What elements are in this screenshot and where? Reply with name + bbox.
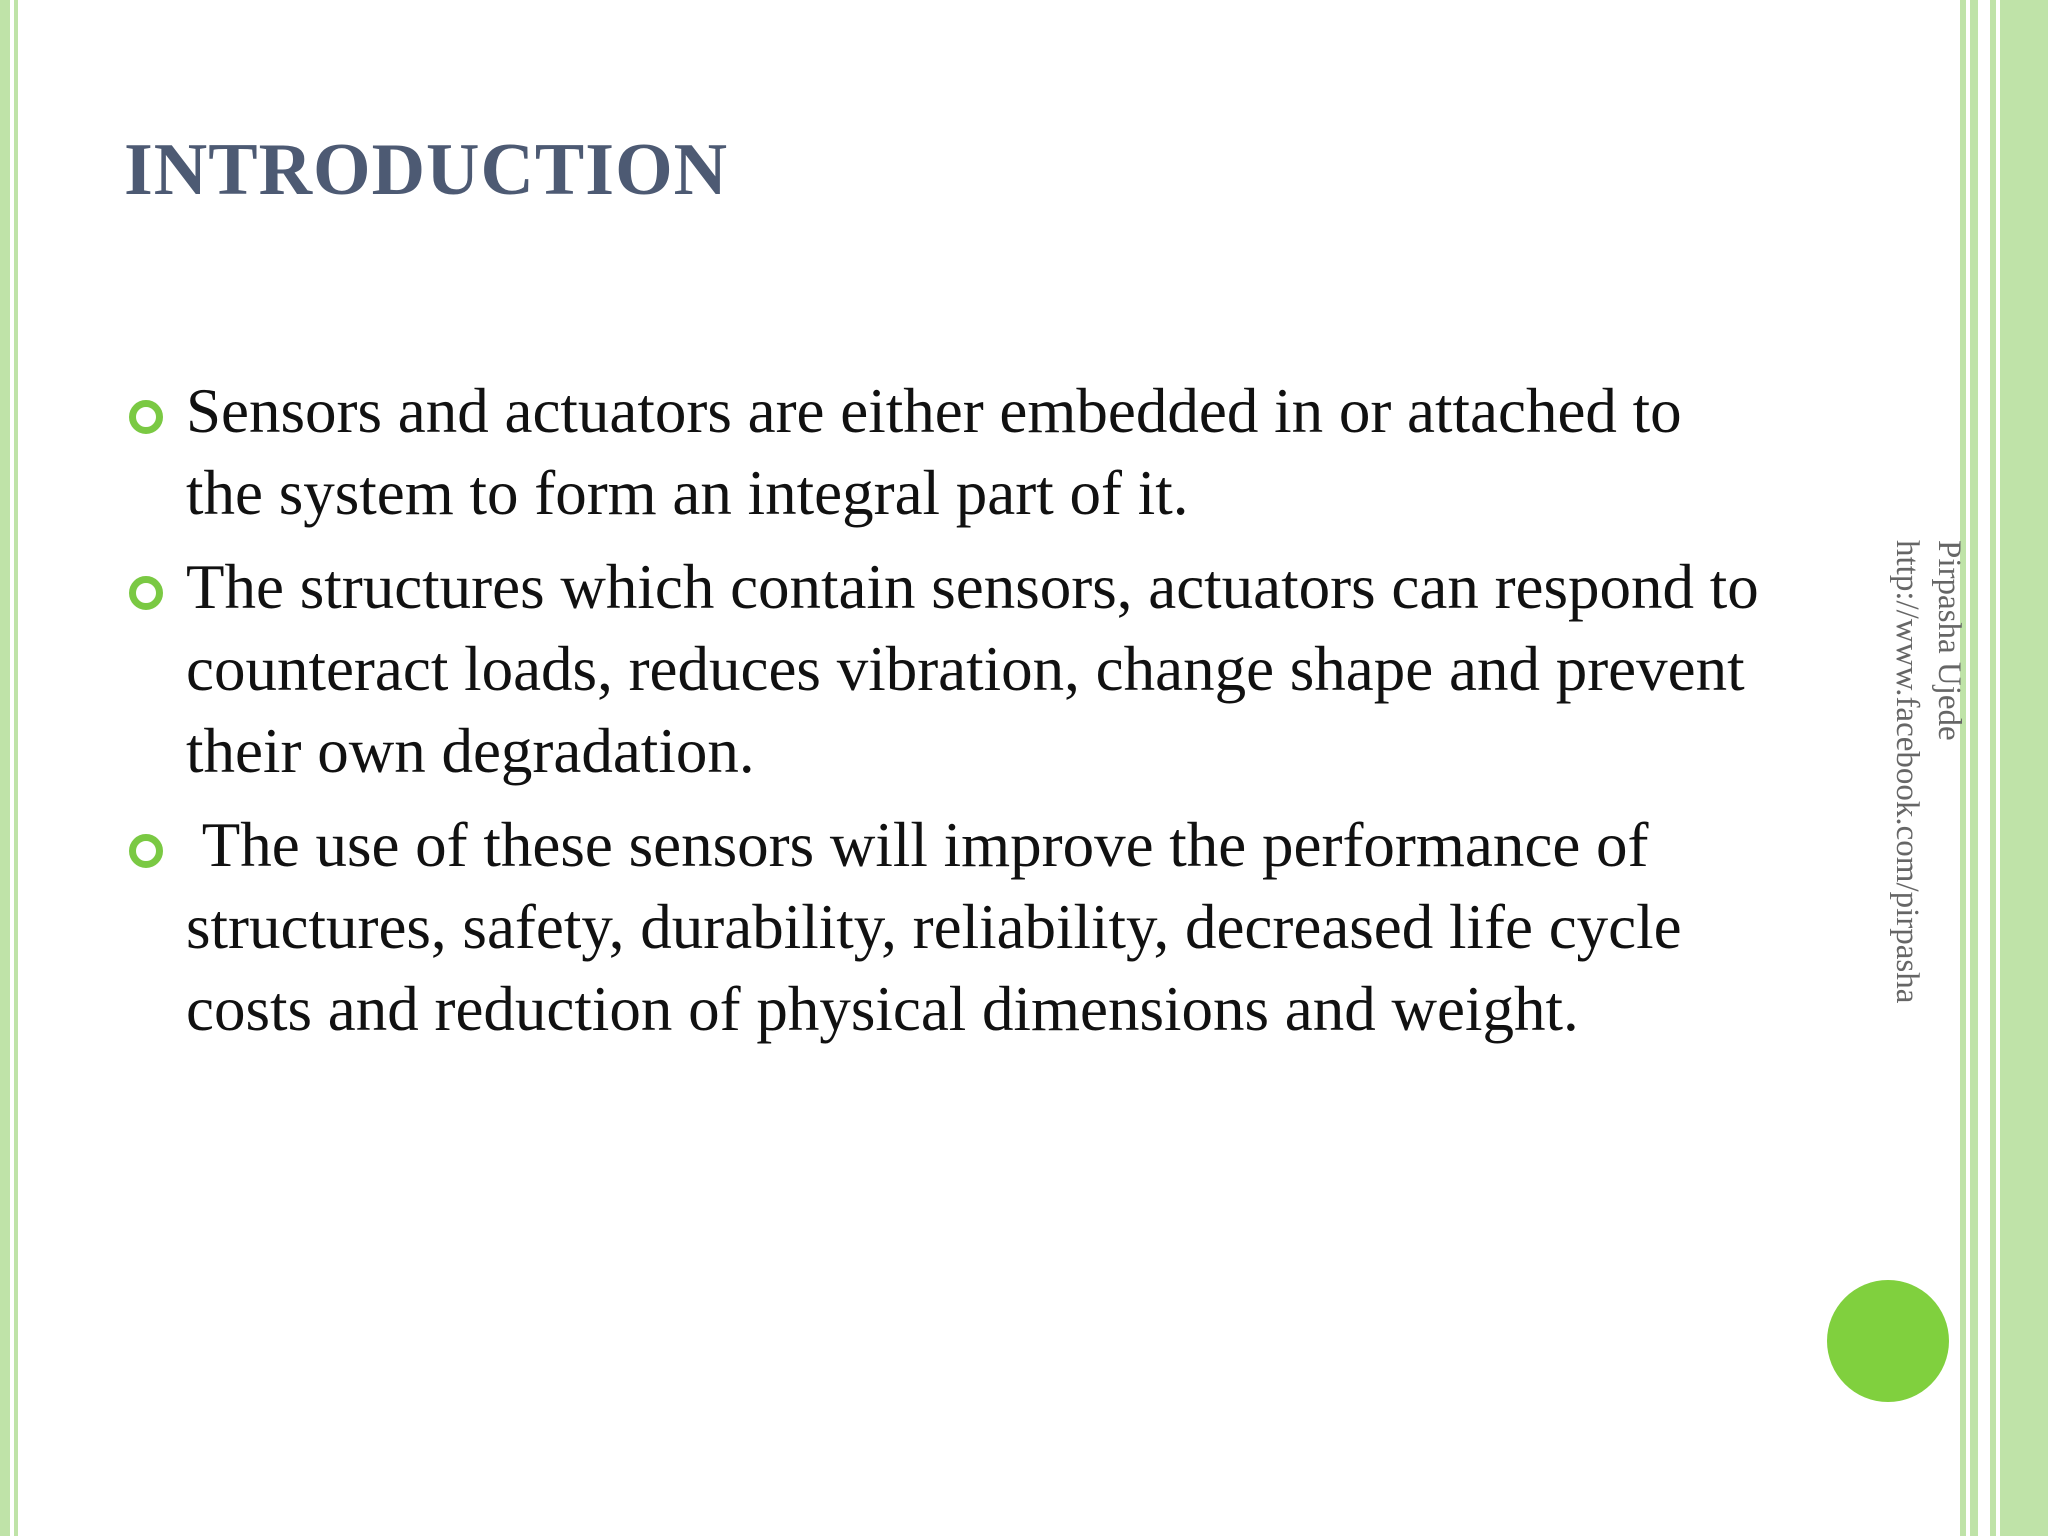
right-band-decoration (1960, 0, 2048, 1536)
ring-bullet-icon (129, 576, 163, 610)
bullet-text: The use of these sensors will improve the performance of structures, safety, durability, reliability, decreased life cycle costs and reduction of physical dimensions and weight. (186, 810, 1698, 1044)
ring-bullet-icon (129, 834, 163, 868)
slide-title: INTRODUCTION (124, 129, 729, 211)
attribution-url: http://www.facebook.com/pirpasha (1889, 540, 1925, 1004)
green-circle-decoration (1827, 1280, 1949, 1402)
vertical-attribution (1880, 540, 1970, 1100)
ring-bullet-icon (129, 400, 163, 434)
bullet-item-1 (124, 370, 1764, 534)
bullet-list (124, 370, 1764, 1062)
bullet-item-3 (124, 804, 1764, 1050)
bullet-text: The structures which contain sensors, actuators can respond to counteract loads, reduces vibration, change shape and prevent their own degradation. (186, 552, 1759, 786)
bullet-item-2 (124, 546, 1764, 792)
attribution-author: Pirpasha Ujede (1931, 540, 1967, 741)
bullet-text: Sensors and actuators are either embedded in or attached to the system to form an integral part of it. (186, 376, 1682, 528)
left-border-decoration (0, 0, 24, 1536)
